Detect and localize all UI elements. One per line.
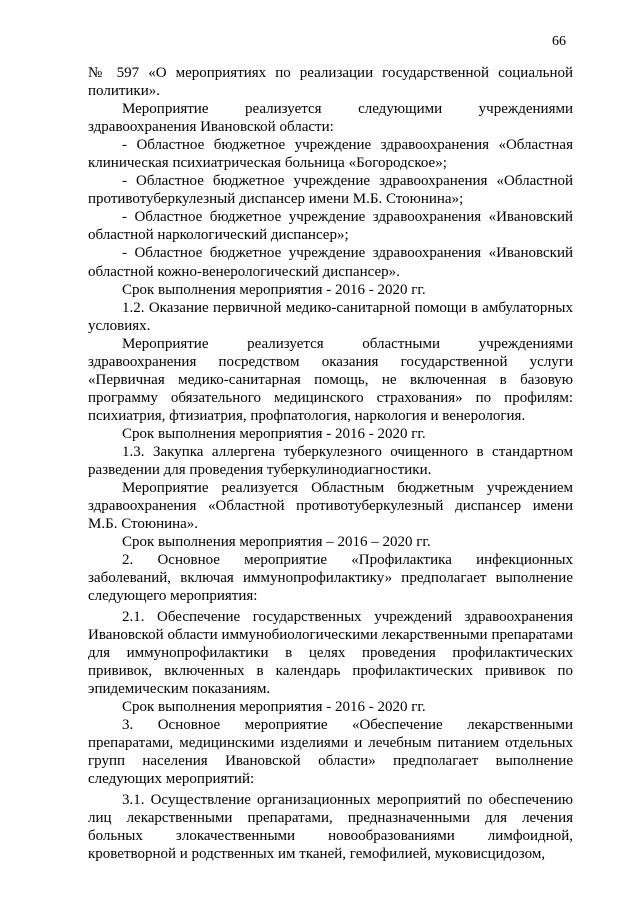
paragraph-section-2: 2. Основное мероприятие «Профилактика инфекционных заболеваний, включая иммунопрофилактику» предполагает выполнение следующего мероприятия:: [88, 552, 573, 605]
paragraph-deadline: Срок выполнения мероприятия - 2016 - 2020 гг.: [122, 281, 426, 298]
list-item-narcological-dispensary: - Областное бюджетное учреждение здравоохранения «Ивановский областной наркологический диспансер»;: [88, 209, 573, 244]
page-number: 66: [552, 34, 566, 49]
list-item-dermatovenerologic-dispensary: - Областное бюджетное учреждение здравоохранения «Ивановский областной кожно-венерологический диспансер».: [88, 245, 573, 280]
list-item-psychiatric-hospital: - Областное бюджетное учреждение здравоохранения «Областная клиническая психиатрическая больница «Богородское»;: [88, 137, 573, 172]
paragraph-section-3: 3. Основное мероприятие «Обеспечение лекарственными препаратами, медицинскими изделиями и лечебным питанием отдельных групп населения Ивановской области» предполагает выполнение следующих мероприятий:: [88, 717, 573, 788]
paragraph-deadline: Срок выполнения мероприятия - 2016 - 2020 гг.: [122, 425, 426, 442]
document-body: [88, 64, 573, 863]
paragraph-section-2-1: 2.1. Обеспечение государственных учреждений здравоохранения Ивановской области иммунобиологическими лекарственными препаратами для иммунопрофилактики в целях проведения профилактических прививок, включенных в календарь профилактических прививок по эпидемическим показаниям.: [88, 608, 573, 698]
paragraph-primary-care: Мероприятие реализуется областными учреждениями здравоохранения посредством оказания государственной услуги «Первичная медико-санитарная помощь, не включенная в базовую программу обязательного медицинского страхования» по профилям: психиатрия, фтизиатрия, профпатология, наркология и венерология.: [88, 335, 573, 424]
paragraph-deadline: Срок выполнения мероприятия - 2016 - 2020 гг.: [122, 699, 426, 716]
list-item-tuberculosis-dispensary: - Областное бюджетное учреждение здравоохранения «Областной противотуберкулезный диспансер имени М.Б. Стоюнина»;: [88, 173, 573, 208]
paragraph-section-1-3: 1.3. Закупка аллергена туберкулезного очищенного в стандартном разведении для проведения туберкулинодиагностики.: [88, 443, 573, 479]
paragraph-tuberculosis-implementation: Мероприятие реализуется Областным бюджетным учреждением здравоохранения «Областной противотуберкулезный диспансер имени М.Б. Стоюнина».: [88, 480, 573, 533]
paragraph-section-3-1: 3.1. Осуществление организационных мероприятий по обеспечению лиц лекарственными препаратами, предназначенными для лечения больных злокачественными новообразованиями лимфоидной, кроветворной и родственных им тканей, гемофилией, муковисцидозом,: [88, 791, 573, 863]
paragraph-section-1-2: 1.2. Оказание первичной медико-санитарной помощи в амбулаторных условиях.: [88, 299, 573, 334]
paragraph-continuation: № 597 «О мероприятиях по реализации государственной социальной политики».: [88, 65, 573, 100]
paragraph-deadline: Срок выполнения мероприятия – 2016 – 2020 гг.: [122, 534, 431, 551]
paragraph-institutions-intro: Мероприятие реализуется следующими учреждениями здравоохранения Ивановской области:: [88, 101, 573, 136]
